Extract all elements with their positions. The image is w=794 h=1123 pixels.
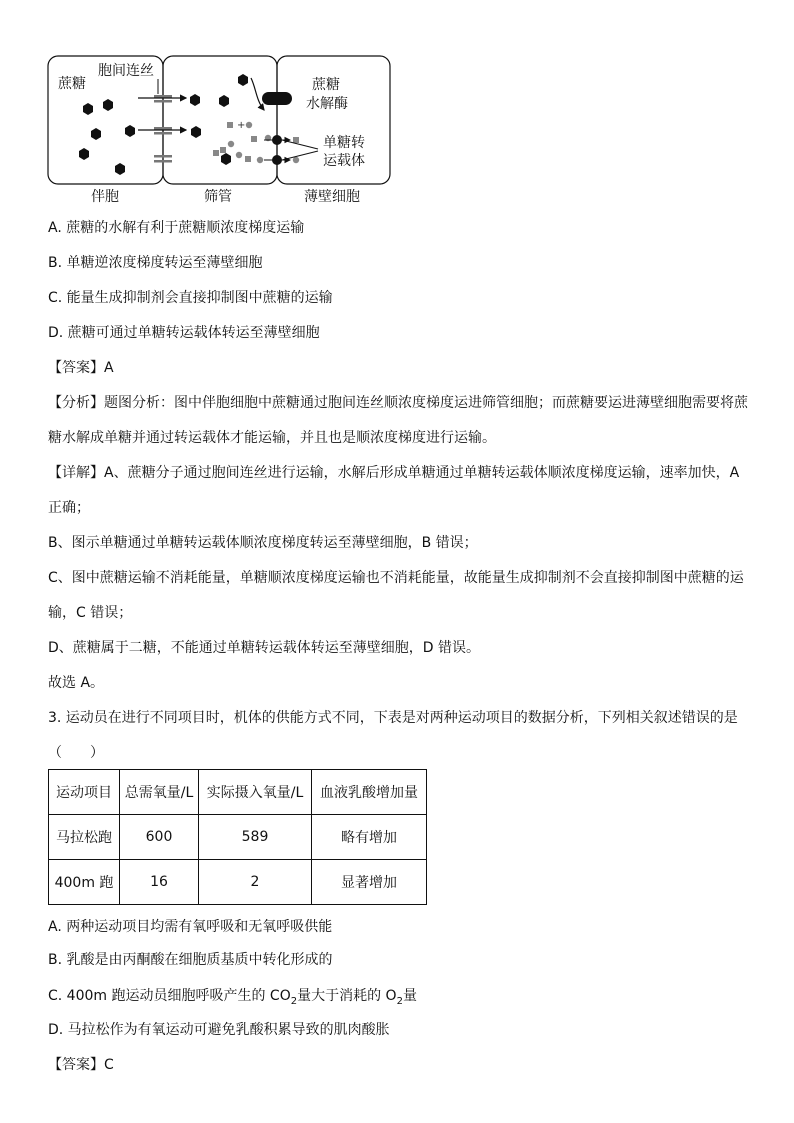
table-cell: 略有增加 xyxy=(312,815,427,860)
q2-detail-a-line1: 【详解】A、蔗糖分子通过胞间连丝进行运输，水解后形成单糖通过单糖转运载体顺浓度梯度运输，速率加快，A xyxy=(48,465,740,481)
q2-detail-c-line1: C、图中蔗糖运输不消耗能量，单糖顺浓度梯度运输也不消耗能量，故能量生成抑制剂不会直接抑制图中蔗糖的运 xyxy=(48,570,744,586)
q2-detail-b: B、图示单糖通过单糖转运载体顺浓度梯度转运至薄壁细胞，B 错误； xyxy=(48,535,478,551)
exercise-data-table xyxy=(48,769,427,905)
q3-option-c-text: 量 xyxy=(402,988,417,1004)
o2-subscript: 2 xyxy=(396,995,403,1007)
q2-detail-d: D、蔗糖属于二糖，不能通过单糖转运载体转运至薄壁细胞，D 错误。 xyxy=(48,640,481,656)
q2-choice: 故选 A。 xyxy=(48,675,105,691)
table-cell: 显著增加 xyxy=(312,860,427,905)
cell-label-parenchyma: 薄壁细胞 xyxy=(304,189,360,205)
sieve-tube-outline xyxy=(163,56,277,184)
q2-option-c: C. 能量生成抑制剂会直接抑制图中蔗糖的运输 xyxy=(48,290,333,306)
table-cell: 400m 跑 xyxy=(49,860,120,905)
q2-option-a: A. 蔗糖的水解有利于蔗糖顺浓度梯度运输 xyxy=(48,220,305,236)
cell-label-sieve-tube: 筛管 xyxy=(204,189,232,205)
table-row xyxy=(49,860,427,905)
q3-option-d: D. 马拉松作为有氧运动可避免乳酸积累导致的肌肉酸胀 xyxy=(48,1022,390,1038)
transporter-label-line1: 单糖转 xyxy=(323,135,365,151)
q3-option-c-text: C. 400m 跑运动员细胞呼吸产生的 CO xyxy=(48,988,291,1004)
invertase-label-line2: 水解酶 xyxy=(306,96,348,112)
transported-monosaccharides xyxy=(293,137,299,163)
table-header-cell: 总需氧量/L xyxy=(120,770,199,815)
q2-analysis-line2: 糖水解成单糖并通过转运载体才能运输，并且也是顺浓度梯度进行运输。 xyxy=(48,430,496,446)
table-header-cell: 实际摄入氧量/L xyxy=(199,770,312,815)
q2-answer: 【答案】A xyxy=(48,360,114,376)
plasmodesmata-arrows xyxy=(138,98,186,130)
table-header-cell: 血液乳酸增加量 xyxy=(312,770,427,815)
cell-label-companion: 伴胞 xyxy=(91,189,119,205)
co2-subscript: 2 xyxy=(290,995,298,1007)
table-cell: 600 xyxy=(120,815,199,860)
phloem-transport-diagram xyxy=(46,52,396,207)
q2-analysis-line1: 【分析】题图分析：图中伴胞细胞中蔗糖通过胞间连丝顺浓度梯度运进筛管细胞；而蔗糖要运进薄壁细胞需要将蔗 xyxy=(48,395,748,411)
plus-sign: + xyxy=(237,120,246,131)
q3-option-c xyxy=(48,986,417,1006)
table-cell: 马拉松跑 xyxy=(49,815,120,860)
sucrose-label: 蔗糖 xyxy=(58,76,86,92)
invertase-arrow xyxy=(251,78,264,110)
q2-detail-c-line2: 输，C 错误； xyxy=(48,605,133,621)
table-header-row xyxy=(49,770,427,815)
transporter-label-pointers xyxy=(282,140,318,160)
q3-answer: 【答案】C xyxy=(48,1057,114,1073)
q2-option-d: D. 蔗糖可通过单糖转运载体转运至薄壁细胞 xyxy=(48,325,320,341)
q2-option-b: B. 单糖逆浓度梯度转运至薄壁细胞 xyxy=(48,255,263,271)
q3-option-c-text: 量大于消耗的 O xyxy=(297,988,397,1004)
q3-stem-line1: 3. 运动员在进行不同项目时，机体的供能方式不同，下表是对两种运动项目的数据分析，下列相关叙述错误的是 xyxy=(48,710,738,726)
q3-option-b: B. 乳酸是由丙酮酸在细胞质基质中转化形成的 xyxy=(48,952,333,968)
q2-detail-a-line2: 正确； xyxy=(48,500,90,516)
table-cell: 589 xyxy=(199,815,312,860)
table-cell: 2 xyxy=(199,860,312,905)
table-cell: 16 xyxy=(120,860,199,905)
table-row xyxy=(49,815,427,860)
table-header-cell: 运动项目 xyxy=(49,770,120,815)
transporter-label-line2: 运载体 xyxy=(323,153,365,169)
q3-stem-line2: （ ） xyxy=(48,745,104,761)
plasmodesmata-label: 胞间连丝 xyxy=(98,63,154,79)
sucrose-invertase xyxy=(262,92,292,105)
q3-option-a: A. 两种运动项目均需有氧呼吸和无氧呼吸供能 xyxy=(48,919,333,935)
invertase-label-line1: 蔗糖 xyxy=(312,77,340,93)
